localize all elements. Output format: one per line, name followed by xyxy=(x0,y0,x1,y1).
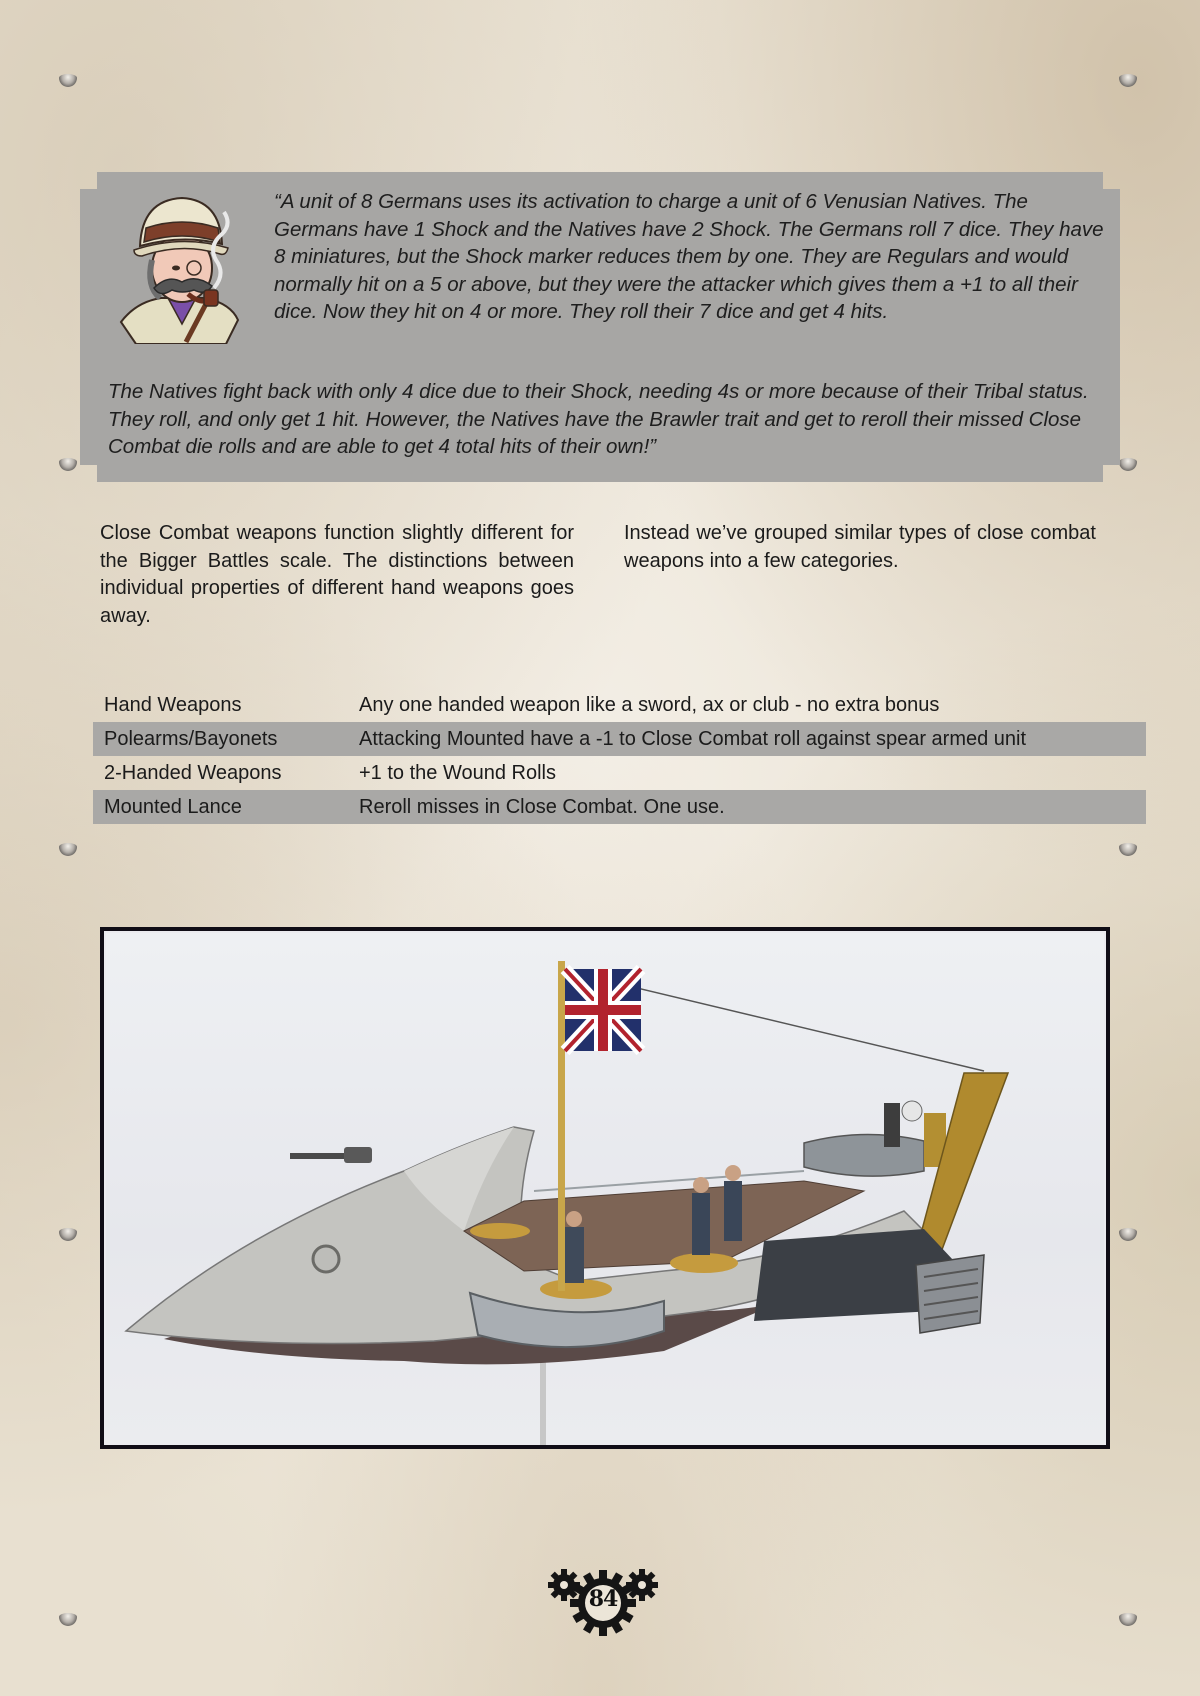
explorer-portrait-icon xyxy=(116,194,248,344)
weapon-name: Polearms/Bayonets xyxy=(93,722,348,756)
weapon-name: 2-Handed Weapons xyxy=(104,761,282,784)
body-text-left-column: Close Combat weapons function slightly different for the Bigger Battles scale. The distinctions between individual properties of different hand weapons goes away. xyxy=(100,522,574,627)
rivet-icon xyxy=(1119,1613,1137,1626)
weapon-effect: Attacking Mounted have a -1 to Close Combat roll against spear armed unit xyxy=(348,722,1146,756)
rivet-icon xyxy=(1119,74,1137,87)
example-callout-box xyxy=(80,172,1120,482)
rivet-icon xyxy=(59,843,77,856)
body-text-right-column: Instead we’ve grouped similar types of close combat weapons into a few categories. xyxy=(624,522,1096,572)
table-row xyxy=(93,688,1146,722)
rivet-icon xyxy=(59,1228,77,1241)
weapon-effect: +1 to the Wound Rolls xyxy=(359,761,556,784)
example-text-paragraph-1: “A unit of 8 Germans uses its activation to charge a unit of 6 Venusian Natives. The Germans have 1 Shock and the Natives have 2 Shock. The Germans roll 7 dice. They have 8 miniatures, but the Shock marker reduces them by one. They are Regulars and would normally hit on a 5 or above, but they were the attacker which gives them a +1 to all their dice. Now they hit on 4 or more. They roll their 7 dice and get 4 hits. xyxy=(274,190,1104,323)
rivet-icon xyxy=(59,74,77,87)
airship-miniature-photo xyxy=(100,927,1110,1449)
page-number: 84 xyxy=(588,1586,618,1612)
weapon-effect: Any one handed weapon like a sword, ax or club - no extra bonus xyxy=(359,693,940,716)
table-row xyxy=(93,756,1146,790)
weapon-name: Mounted Lance xyxy=(93,790,348,824)
rivet-icon xyxy=(59,1613,77,1626)
weapon-effect: Reroll misses in Close Combat. One use. xyxy=(348,790,1146,824)
weapons-table xyxy=(93,688,1146,824)
rivet-icon xyxy=(1119,1228,1137,1241)
table-row xyxy=(93,722,1146,756)
airship-illustration-icon xyxy=(104,931,1106,1445)
table-row xyxy=(93,790,1146,824)
weapon-name: Hand Weapons xyxy=(104,693,242,716)
page-number-badge xyxy=(548,1566,658,1636)
example-text-paragraph-2: The Natives fight back with only 4 dice due to their Shock, needing 4s or more because of their Tribal status. They roll, and only get 1 hit. However, the Natives have the Brawler trait and get to reroll their missed Close Combat die rolls and are able to get 4 total hits of their own!” xyxy=(108,380,1089,458)
rivet-icon xyxy=(1119,458,1137,471)
rivet-icon xyxy=(1119,843,1137,856)
rivet-icon xyxy=(59,458,77,471)
